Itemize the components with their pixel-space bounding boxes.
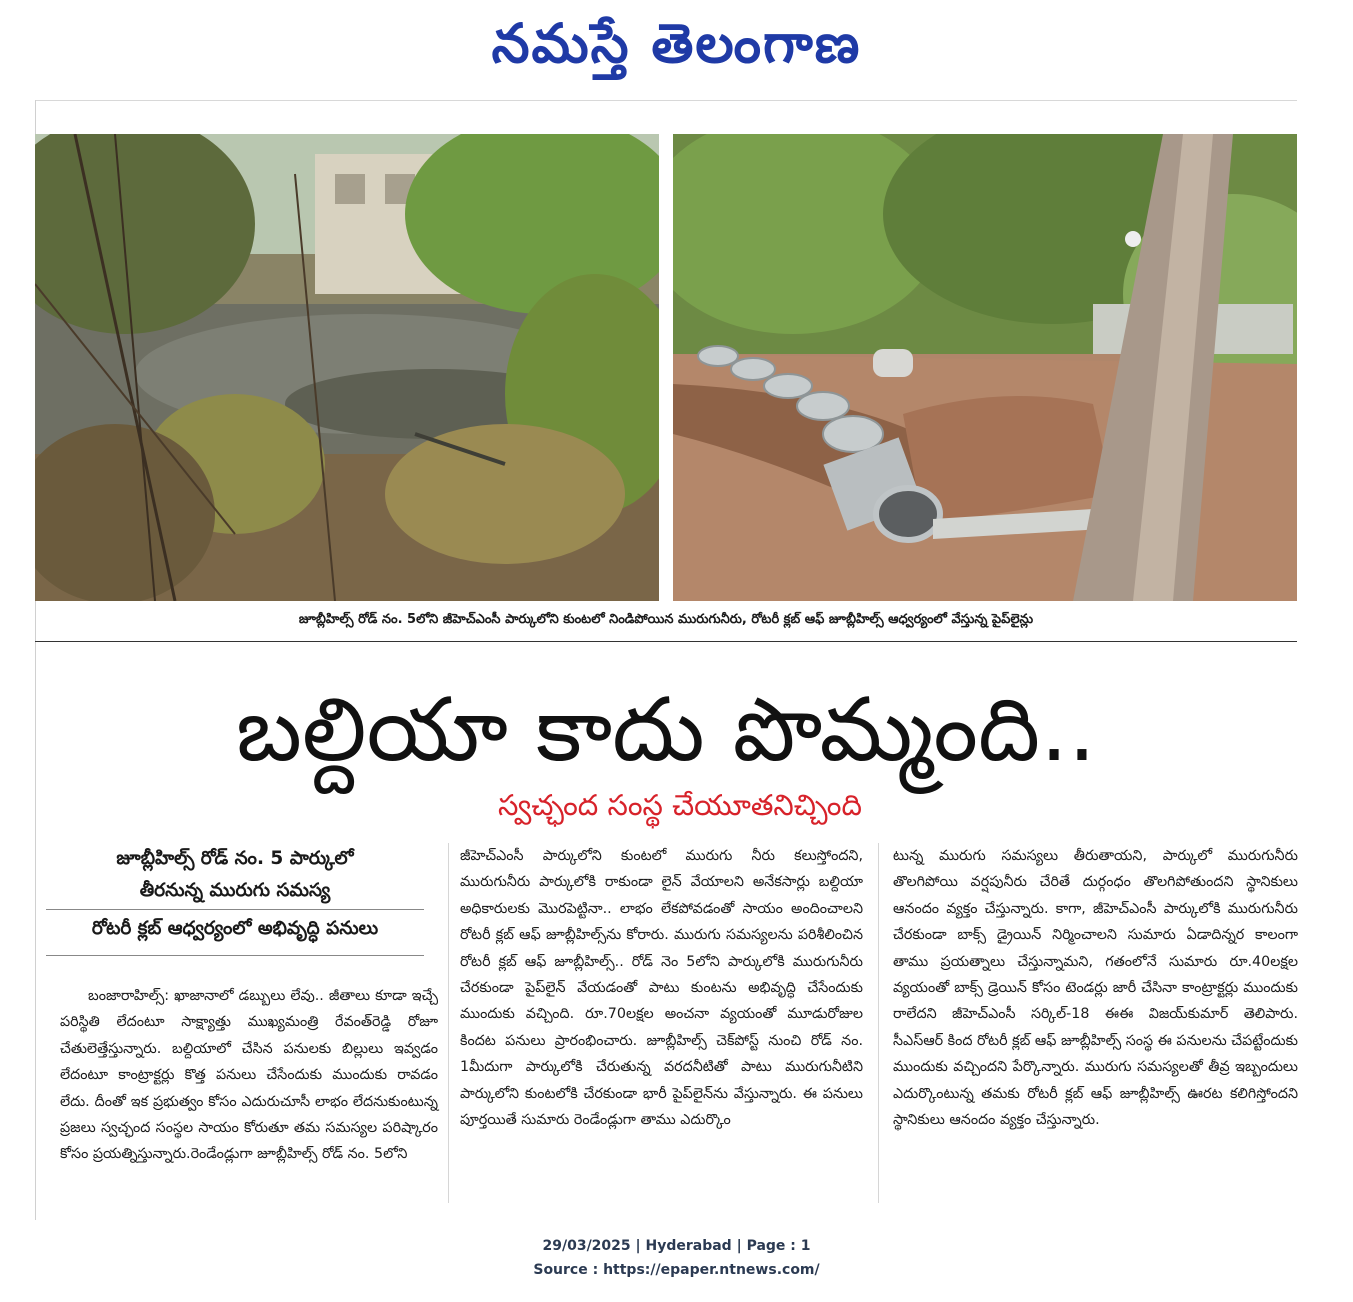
caption-divider — [35, 641, 1297, 642]
column-1-text: బంజారాహిల్స్: ఖాజానాలో డబ్బులు లేవు.. జీతాలు కూడా ఇచ్చే పరిస్థితి లేదంటూ సాక్ష్యాత్తు ముఖ్యమంత్రి రేవంత్‌రెడ్డి రోజూ చేతులెత్తేస్తున్నారు. బల్దియాలో చేసిన పనులకు బిల్లులు ఇవ్వడం లేదంటూ కాంట్రాక్టర్లు కొత్త పనులు చేసేందుకు ముందుకు రావడం లేదు. దీంతో ఇక ప్రభుత్వం కోసం ఎదురుచూసీ లాభం లేదనుకుంటున్న ప్రజలు స్వచ్ఛంద సంస్థల సాయం కోరుతూ తమ సమస్యల పరిష్కారం కోసం ప్రయత్నిస్తున్నారు.రెండేండ్లుగా జూబ్లీహిల్స్ రోడ్ నం. 5లోని — [60, 988, 438, 1163]
headline: బల్దియా కాదు పొమ్మంది.. — [235, 678, 1097, 781]
footer-date-edition: 29/03/2025 | Hyderabad | Page : 1 — [542, 1238, 811, 1254]
photo-pipeline-works — [673, 134, 1297, 601]
newspaper-masthead: నమస్తే తెలంగాణ — [491, 11, 862, 75]
subheadline: స్వచ్ఛంద సంస్థ చేయూతనిచ్చింది — [498, 788, 862, 822]
column-3-text: టున్న మురుగు సమస్యలు తీరుతాయని, పార్కులో మురుగునీరు తొలగిపోయి వర్షపునీరు చేరితే దుర్గంధం తొలగిపోతుందని స్థానికులు ఆనందం వ్యక్తం చేస్తున్నారు. కాగా, జీహెచ్ఎంసీ పార్కులోకి మురుగునీరు చేరకుండా బాక్స్ డ్రైయిన్ నిర్మించాలని సుమారు ఏడాదిన్నర కాలంగా తాము ప్రయత్నాలు చేస్తున్నామని, గతంలోనే సుమారు రూ.40లక్షల వ్యయంతో బాక్స్ డ్రెయిన్ కోసం టెండర్లు జారీ చేసినా కాంట్రాక్టర్లు ముందుకు రాలేదని జీహెచ్ఎంసీ సర్కిల్-18 ఈఈ విజయ్‌కుమార్ తెలిపారు. సీఎస్ఆర్ కింద రోటరీ క్లబ్ ఆఫ్ జూబ్లీహిల్స్ సంస్థ ఈ పనులను చేపట్టేందుకు ముందుకు వచ్చిందని పేర్కొన్నారు. మురుగు సమస్యలతో తీవ్ర ఇబ్బందులు ఎదుర్కొంటున్న తమకు రోటరీ క్లబ్ ఆఫ్ జూబ్లీహిల్స్ ఊరట కలిగిస్తోందని స్థానికులు ఆనందం వ్యక్తం చేస్తున్నారు. — [893, 848, 1298, 1129]
column-2-text: జీహెచ్ఎంసీ పార్కులోని కుంటలో మురుగు నీరు కలుస్తోందని, మురుగునీరు పార్కులోకి రాకుండా లైన్ వేయాలని అనేకసార్లు బల్దియా అధికారులకు మొరపెట్టినా.. లాభం లేకపోవడంతో సాయం అందించాలని రోటరీ క్లబ్ ఆఫ్ జూబ్లీహిల్స్‌ను కోరారు. మురుగు సమస్యలను పరిశీలించిన రోటరీ క్లబ్ ఆఫ్ జూబ్లీహిల్స్.. రోడ్ నెం 5లోని పార్కులోకి మురుగునీరు చేరకుండా పైప్‌లైన్ వేయడంతో పాటు కుంటను అభివృద్ధి చేసేందుకు ముందుకు వచ్చింది. రూ.70లక్షల అంచనా వ్యయంతో మూడురోజుల కిందట పనులు ప్రారంభించారు. జూబ్లీహిల్స్ చెక్‌పోస్ట్ నుంచి రోడ్ నం. 1మీదుగా పార్కులోకి చేరుతున్న వరదనీటితో పాటు మురుగునీటిని పార్కులోని కుంటలోకి చేరకుండా భారీ పైప్‌లైన్‌ను వేస్తున్నారు. ఈ పనులు పూర్తయితే సుమారు రెండేండ్లుగా తాము ఎదుర్కొం — [460, 848, 863, 1129]
article-column-3 — [893, 843, 1298, 1133]
article-column-2 — [460, 843, 863, 1133]
highlight-divider — [46, 909, 424, 910]
highlight-box-1 — [46, 843, 424, 907]
footer-source-link[interactable]: Source : https://epaper.ntnews.com/ — [533, 1262, 820, 1278]
highlight-box-2 — [46, 913, 424, 945]
article-column-1 — [60, 983, 438, 1168]
top-divider — [35, 100, 1297, 101]
column-separator-1 — [448, 843, 449, 1203]
highlight-2-line-1: రోటరీ క్లబ్ ఆధ్వర్యంలో అభివృద్ధి పనులు — [91, 918, 379, 939]
highlight-1-line-1: జూబ్లీహిల్స్ రోడ్ నం. 5 పార్కులో — [116, 848, 354, 869]
highlight-1-line-2: తీరనున్న మురుగు సమస్య — [139, 880, 331, 901]
photo-caption: జూబ్లీహిల్స్ రోడ్ నం. 5లోని జీహెచ్ఎంసీ పార్కులోని కుంటలో నిండిపోయిన మురుగునీరు, రోటరీ క్లబ్ ఆఫ్ జూబ్లీహిల్స్ ఆధ్వర్యంలో వేస్తున్న పైప్‌లైన్లు — [298, 612, 1034, 627]
photo-sewage-pond — [35, 134, 659, 601]
highlight-bottom-divider — [46, 955, 424, 956]
column-separator-2 — [878, 843, 879, 1203]
